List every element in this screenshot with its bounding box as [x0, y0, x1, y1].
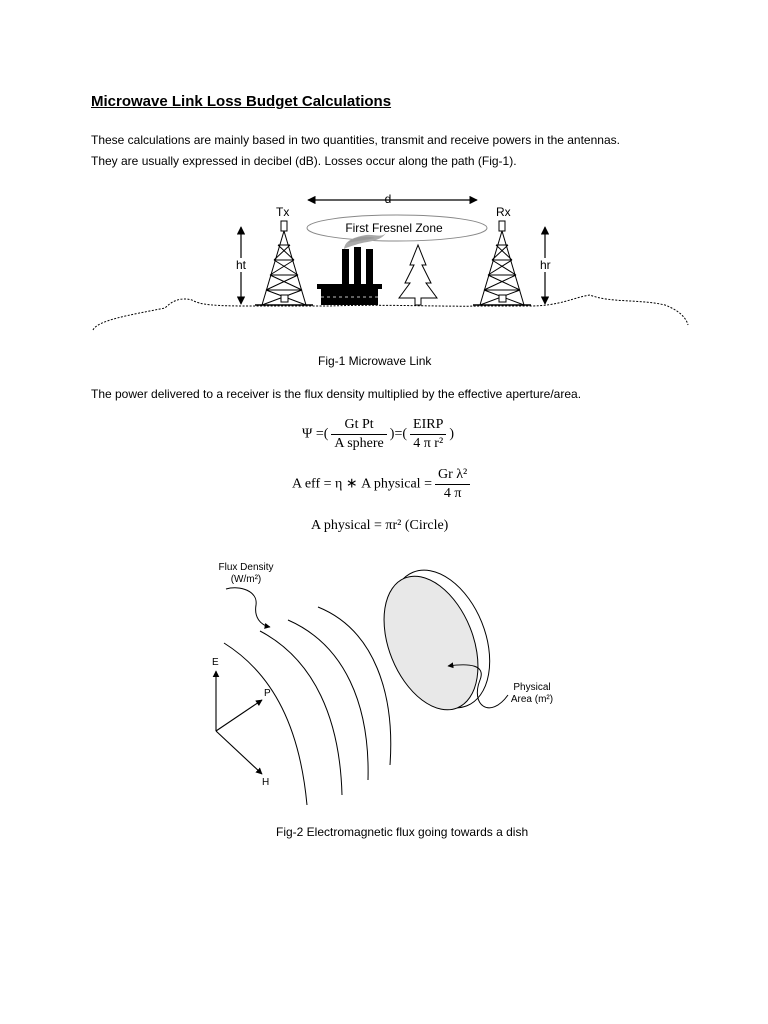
flux-density-label: Flux Density — [218, 562, 274, 573]
fig1-caption: Fig-1 Microwave Link — [318, 354, 432, 368]
fig2-flux-dish — [0, 555, 768, 815]
label-rx: Rx — [496, 205, 511, 219]
rx-tower — [473, 221, 531, 305]
eq1-fraction-2: $\frac{\text{EIRP}}{\text{4 π r²}}$ — [410, 417, 446, 452]
tree-icon — [399, 245, 437, 305]
eq1-end: ) — [449, 426, 455, 442]
label-d: d — [384, 192, 392, 206]
fresnel-zone-label: First Fresnel Zone — [345, 221, 443, 235]
intro-line-1: These calculations are mainly based in two quantities, transmit and receive powers in the antennas. — [91, 133, 620, 147]
paragraph-2: The power delivered to a receiver is the flux density multiplied by the effective aperture/area. — [91, 387, 582, 401]
axis-e-label: E — [212, 657, 219, 668]
tx-tower — [255, 221, 313, 305]
equation-physical-area: A physical = πr² (Circle) — [311, 518, 449, 533]
physical-area-unit: Area (m²) — [510, 694, 554, 705]
eq1-fraction-1: $\frac{\text{Gt Pt}}{\text{A sphere}}$ — [331, 417, 386, 452]
equation-effective-area — [292, 467, 473, 502]
label-tx: Tx — [276, 205, 290, 219]
fig2-caption: Fig-2 Electromagnetic flux going towards a dish — [276, 825, 529, 839]
eq2-fraction: $\frac{\text{Gr λ²}}{4 \pi}$ — [435, 467, 470, 502]
page-title: Microwave Link Loss Budget Calculations — [91, 93, 392, 110]
eq2-lhs: A eff = η ∗ A physical = — [292, 476, 432, 492]
factory-icon — [317, 233, 386, 305]
axis-h-label: H — [262, 777, 270, 788]
label-hr: hr — [540, 258, 551, 272]
flux-pointer — [226, 588, 270, 627]
wavefronts — [224, 607, 391, 805]
label-ht: ht — [236, 258, 247, 272]
intro-line-2: They are usually expressed in decibel (dB). Losses occur along the path (Fig-1). — [91, 154, 517, 168]
ground-line — [93, 295, 688, 330]
fig1-microwave-link — [0, 185, 768, 340]
field-axes — [216, 671, 262, 774]
eq1-lhs: Ψ =( — [302, 426, 329, 442]
flux-density-unit: (W/m²) — [230, 574, 262, 585]
eq1-mid: )=( — [389, 426, 408, 442]
axis-p-label: P — [264, 688, 271, 699]
physical-area-label: Physical — [513, 682, 551, 693]
equation-flux-density — [302, 417, 454, 452]
dish-icon — [366, 555, 509, 723]
